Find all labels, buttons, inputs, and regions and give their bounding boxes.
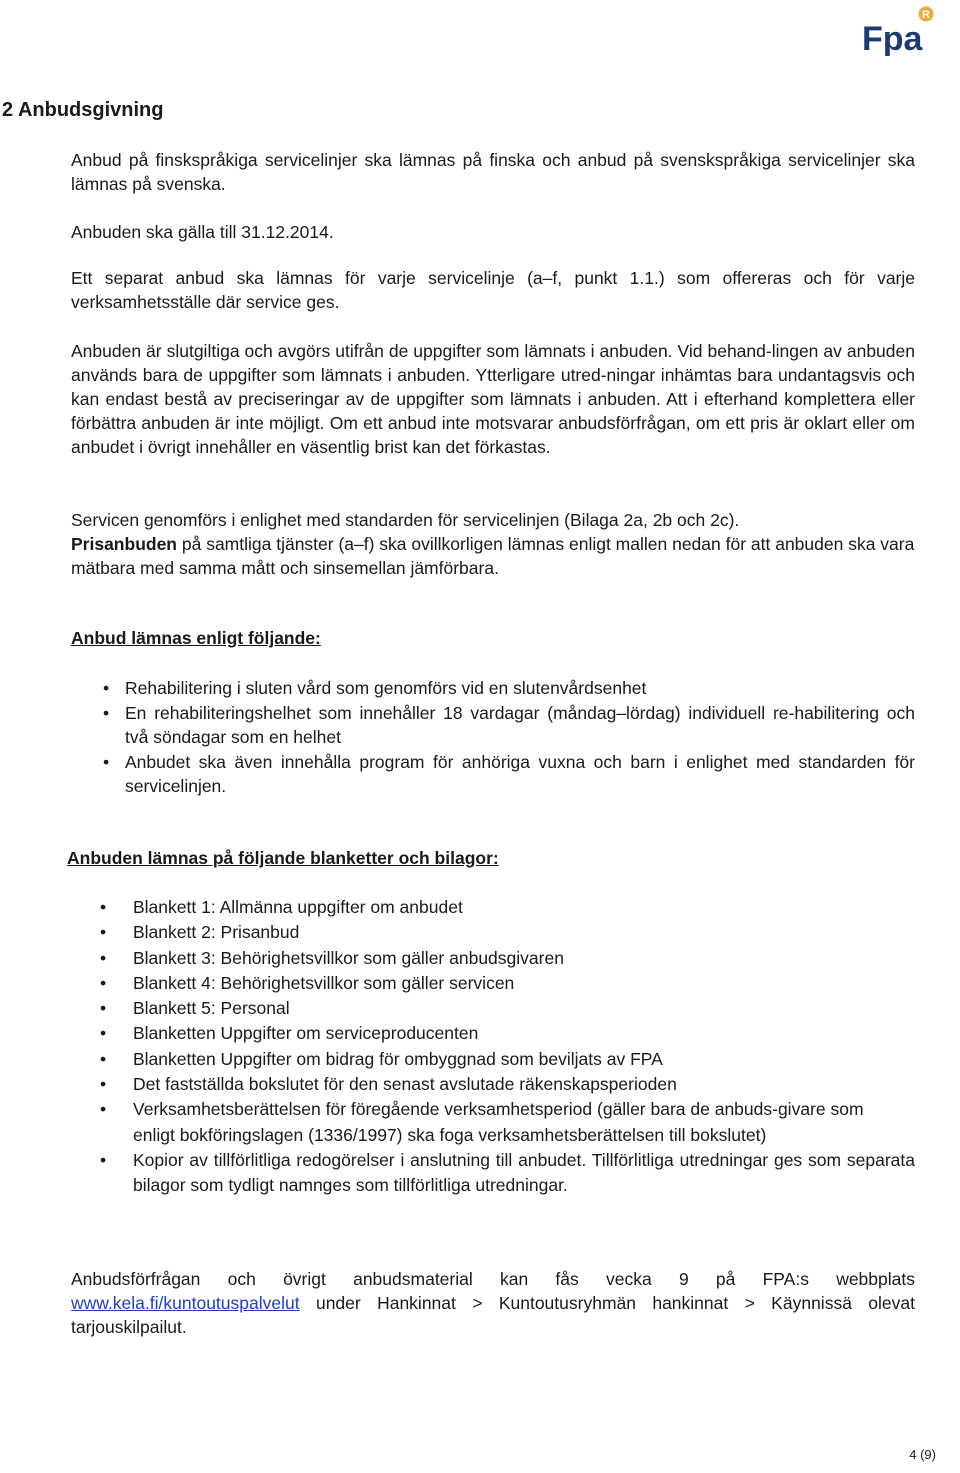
logo-wordmark: Fpa [862,20,923,56]
svg-text:R: R [922,9,930,21]
price-bid-text: på samtliga tjänster (a–f) ska ovillkorligen lämnas enligt mallen nedan för att anbuden ska vara mätbara med samma mått och sinsemellan jämförbara. [71,534,915,578]
list-item: • Blankett 5: Personal [100,998,290,1019]
bid-requirements-list [103,676,915,799]
paragraph-validity: Anbuden ska gälla till 31.12.2014. [71,222,334,242]
section-title-bids: Anbud lämnas enligt följande: [71,628,321,648]
standard-text: Servicen genomförs i enlighet med standarden för servicelinjen (Bilaga 2a, 2b och 2c). [71,510,740,530]
list-item: • Blankett 2: Prisanbud [100,922,300,943]
list-item: • Blankett 3: Behörighetsvillkor som gäller anbudsgivaren [100,947,564,968]
list-item: • Blanketten Uppgifter om serviceproducenten [100,1023,479,1044]
list-item: • Anbudet ska även innehålla program för anhöriga vuxna och barn i enlighet med standarden för servicelinjen. [103,751,915,796]
section-title-forms: Anbuden lämnas på följande blanketter och bilagor: [67,848,499,868]
list-item: • Blankett 4: Behörighetsvillkor som gäller servicen [100,972,515,993]
list-item: • Det fastställda bokslutet för den senast avslutade räkenskapsperioden [100,1074,677,1095]
paragraph-price-bids [71,508,915,580]
list-item: • Verksamhetsberättelsen för föregående verksamhetsperiod (gäller bara de anbuds-givare som enligt bokföringslagen (1336/1997) ska foga verksamhetsberättelsen till bokslutet) [100,1099,864,1145]
page-number: 4 (9) [909,1447,936,1462]
list-item: • Blankett 1: Allmänna uppgifter om anbudet [100,897,463,917]
kela-link[interactable]: www.kela.fi/kuntoutuspalvelut [71,1293,300,1313]
material-text: Anbudsförfrågan och övrigt anbudsmaterial kan fås vecka 9 på FPA:s webbplats [71,1269,915,1289]
forms-list [100,895,915,1199]
paragraph-language: Anbud på finskspråkiga servicelinjer ska lämnas på finska och anbud på svenskspråkiga servicelinjer ska lämnas på svenska. [71,150,915,194]
list-item: • En rehabiliteringshelhet som innehåller 18 vardagar (måndag–lördag) individuell re-habilitering och två söndagar som en helhet [103,702,915,747]
fpa-logo [858,4,938,56]
paragraph-separate-bid: Ett separat anbud ska lämnas för varje servicelinje (a–f, punkt 1.1.) som offereras och för varje verksamhetsställe där service ges. [71,268,915,312]
bold-term: Prisanbuden [71,534,177,554]
list-item: • Blanketten Uppgifter om bidrag för ombyggnad som beviljats av FPA [100,1048,663,1069]
material-text-after: under Hankinnat > Kuntoutusryhmän hankinnat > Käynnissä olevat tarjouskilpailut. [71,1293,915,1337]
section-heading: 2 Anbudsgivning [2,99,164,121]
list-item: • Rehabilitering i sluten vård som genomförs vid en slutenvårdsenhet [103,678,647,698]
paragraph-material [71,1267,915,1339]
list-item: • Kopior av tillförlitliga redogörelser i anslutning till anbudet. Tillförlitliga utredningar ges som separata bilagor som tydligt namnges som tillförlitliga utredningar. [100,1149,915,1196]
paragraph-final-bids: Anbuden är slutgiltiga och avgörs utifrån de uppgifter som lämnats i anbuden. Vid behand-lingen av anbuden används bara de uppgifter som lämnats i anbuden. Ytterligare utred-ningar inhämtas bara undantagsvis och kan endast bestå av preciseringar av de uppgifter som lämnats i anbuden. Att i efterhand komplettera eller förbättra anbuden är inte möjligt. Om ett anbud inte motsvarar anbudsförfrågan, om ett pris är oklart eller om anbudet i övrigt innehåller en väsentlig brist kan det förkastas. [71,341,915,457]
